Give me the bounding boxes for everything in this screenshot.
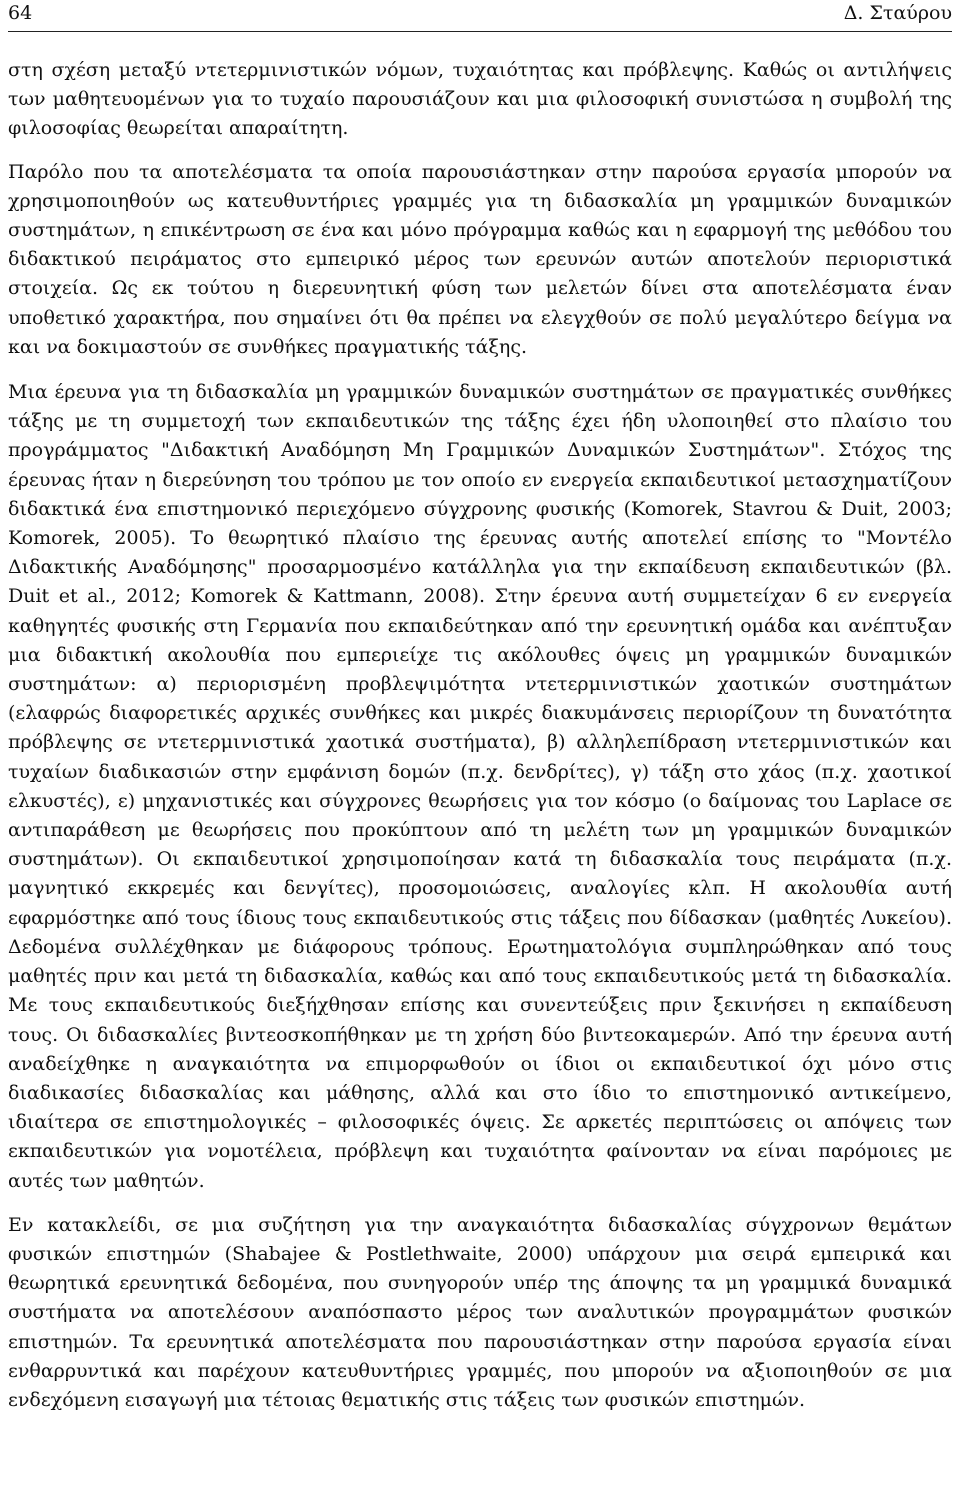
- running-head-author: Δ. Σταύρου: [843, 2, 952, 24]
- paragraph-limitations: Παρόλο που τα αποτελέσματα τα οποία παρουσιάστηκαν στην παρούσα εργασία μπορούν να χρησιμοποιηθούν ως κατευθυντήριες γραμμές για τη διδασκαλία μη γραμμικών δυναμικών συστημάτων, η επικέντρωση σε ένα και μόνο πρόγραμμα καθώς και η εφαρμογή της μεθόδου του διδακτικού πειράματος στο εμπειρικό μέρος των ερευνών αυτών αποτελούν περιοριστικά στοιχεία. Ως εκ τούτου η διερευνητική φύση των μελετών δίνει στα αποτελέσματα έναν υποθετικό χαρακτήρα, που σημαίνει ότι θα πρέπει να ελεγχθούν σε πολύ μεγαλύτερο δείγμα να και να δοκιμαστούν σε συνθήκες πραγματικής τάξης.: [8, 160, 952, 358]
- header-rule: [8, 31, 952, 32]
- paragraph-conclusion: Εν κατακλείδι, σε μια συζήτηση για την αναγκαιότητα διδασκαλίας σύγχρονων θεμάτων φυσικών επιστημών (Shabajee & Postlethwaite, 2000) υπάρχουν μια σειρά εμπειρικά και θεωρητικά ερευνητικά δεδομένα, που συνηγορούν υπέρ της άποψης τα μη γραμμικά δυναμικά συστήματα να αποτελέσουν αναπόσπαστο μέρος των αναλυτικών προγραμμάτων φυσικών επιστημών. Τα ερευνητικά αποτελέσματα που παρουσιάστηκαν στην παρούσα εργασία είναι ενθαρρυντικά και παρέχουν κατευθυντήριες γραμμές, που μπορούν να αξιοποιηθούν σε μια ενδεχόμενη εισαγωγή μια τέτοιας θεματικής στις τάξεις των φυσικών επιστημών.: [8, 1213, 952, 1411]
- body-text: [8, 56, 952, 1415]
- page-header: [8, 0, 952, 26]
- paragraph-continuation: στη σχέση μεταξύ ντετερμινιστικών νόμων, τυχαιότητας και πρόβλεψης. Καθώς οι αντιλήψεις των μαθητευομένων για το τυχαίο παρουσιάζουν και μια φιλοσοφική συνιστώσα η συμβολή της φιλοσοφίας θεωρείται απαραίτητη.: [8, 59, 952, 140]
- page-number: 64: [8, 2, 33, 24]
- paragraph-classroom-study: Μια έρευνα για τη διδασκαλία μη γραμμικών δυναμικών συστημάτων σε πραγματικές συνθήκες τάξης με τη συμμετοχή των εκπαιδευτικών της τάξης έχει ήδη υλοποιηθεί στο πλαίσιο του προγράμματος "Διδακτική Αναδόμηση Μη Γραμμικών Δυναμικών Συστημάτων". Στόχος της έρευνας ήταν η διερεύνηση του τρόπου με τον οποίο εν ενεργεία εκπαιδευτικοί μετασχηματίζουν διδακτικά ένα επιστημονικό περιεχόμενο σύγχρονης φυσικής (Komorek, Stavrou & Duit, 2003; Komorek, 2005). Το θεωρητικό πλαίσιο της έρευνας αυτής αποτελεί επίσης το "Μοντέλο Διδακτικής Αναδόμησης" προσαρμοσμένο κατάλληλα για την εκπαίδευση εκπαιδευτικών (βλ. Duit et al., 2012; Komorek & Kattmann, 2008). Στην έρευνα αυτή συμμετείχαν 6 εν ενεργεία καθηγητές φυσικής στη Γερμανία που εκπαιδεύτηκαν από την ερευνητική ομάδα και ανέπτυξαν μια διδακτική ακολουθία που εμπεριείχε τις ακόλουθες όψεις μη γραμμικών δυναμικών συστημάτων: α) περιορισμένη προβλεψιμότητα ντετερμινιστικών χαοτικών συστημάτων (ελαφρώς διαφορετικές αρχικές συνθήκες και μικρές διακυμάνσεις περιορίζουν τη δυνατότητα πρόβλεψης σε ντετερμινιστικά χαοτικά συστήματα), β) αλληλεπίδραση ντετερμινιστικών και τυχαίων διαδικασιών στην εμφάνιση δομών (π.χ. δενδρίτες), γ) τάξη στο χάος (π.χ. χαοτικοί ελκυστές), ε) μηχανιστικές και σύγχρονες θεωρήσεις για τον κόσμο (ο δαίμονας του Laplace σε αντιπαράθεση με θεωρήσεις που προκύπτουν από τη μελέτη των μη γραμμικών δυναμικών συστημάτων). Οι εκπαιδευτικοί χρησιμοποίησαν κατά τη διδασκαλία τους πειράματα (π.χ. μαγνητικό εκκρεμές και δενγίτες), προσομοιώσεις, αναλογίες κλπ. Η ακολουθία αυτή εφαρμόστηκε από τους ίδιους τους εκπαιδευτικούς στις τάξεις που δίδασκαν (μαθητές Λυκείου). Δεδομένα συλλέχθηκαν με διάφορους τρόπους. Ερωτηματολόγια συμπληρώθηκαν από τους μαθητές πριν και μετά τη διδασκαλία, καθώς και από τους εκπαιδευτικούς μετά τη διδασκαλία. Με τους εκπαιδευτικούς διεξήχθησαν επίσης και συνεντεύξεις πριν ξεκινήσει η εκπαίδευση τους. Οι διδασκαλίες βιντεοσκοπήθηκαν με τη χρήση δύο βιντεοκαμερών. Από την έρευνα αυτή αναδείχθηκε η αναγκαιότητα να επιμορφωθούν οι ίδιοι οι εκπαιδευτικοί όχι μόνο στις διαδικασίες διδασκαλίας και μάθησης, αλλά και στο ίδιο το επιστημονικό αντικείμενο, ιδιαίτερα σε επιστημολογικές – φιλοσοφικές όψεις. Σε αρκετές περιπτώσεις οι απόψεις των εκπαιδευτικών για νομοτέλεια, πρόβλεψη και τυχαιότητα φαίνονταν να είναι παρόμοιες με αυτές των μαθητών.: [8, 381, 952, 1192]
